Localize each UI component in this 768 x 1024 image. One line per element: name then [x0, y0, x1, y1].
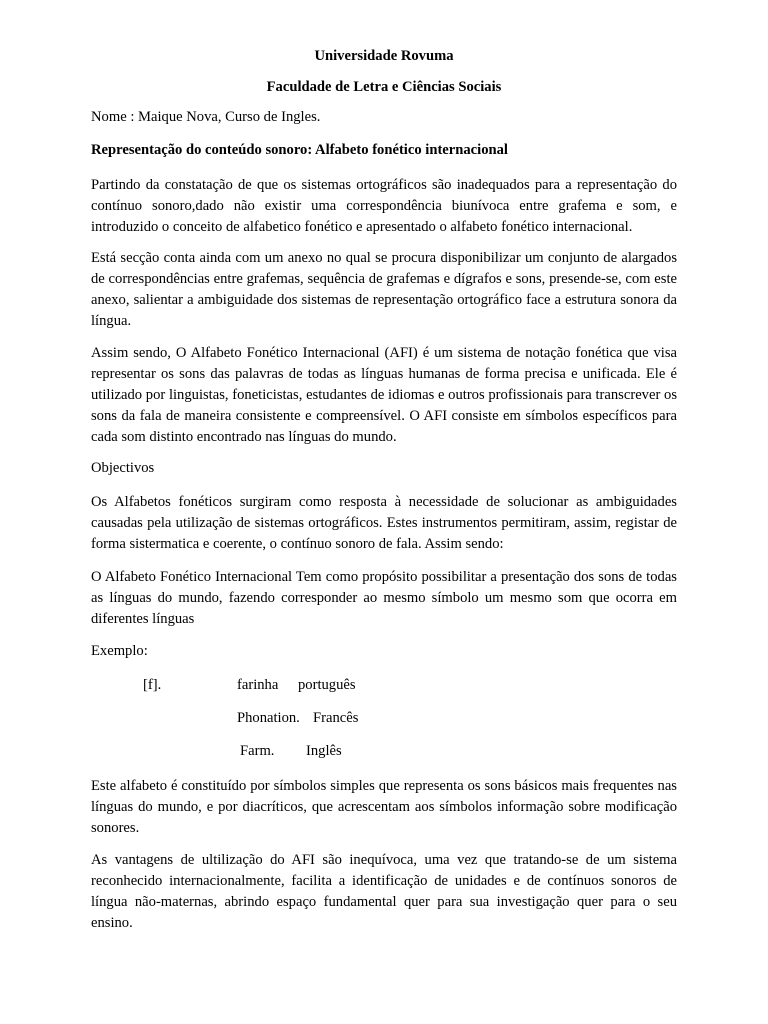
example-language: Francês	[313, 710, 359, 726]
example-language: Inglês	[306, 743, 342, 759]
faculty-title: Faculdade de Letra e Ciências Sociais	[266, 79, 502, 95]
paragraph: O Alfabeto Fonético Internacional Tem como propósito possibilitar a presentação dos sons de todas as línguas do mundo, fazendo corresponder ao mesmo símbolo um mesmo som que ocorra em diferentes línguas	[91, 569, 677, 627]
example-word: Phonation.	[237, 710, 300, 726]
paragraph: Está secção conta ainda com um anexo no qual se procura disponibilizar um conjunto de alargados de correspondências entre grafemas, sequência de grafemas e dígrafos e sons, presende-se, com este anexo, salientar a ambiguidade dos sistemas de representação ortográfico face a estrutura sonora da língua.	[91, 250, 677, 329]
example-language: português	[298, 677, 356, 693]
example-word: Farm.	[240, 743, 275, 759]
paragraph: Os Alfabetos fonéticos surgiram como resposta à necessidade de solucionar as ambiguidades causadas pela utilização de sistemas ortográficos. Estes instrumentos permitiram, assim, registar de forma sistermatica e coerente, o contínuo sonoro de fala. Assim sendo:	[91, 494, 677, 552]
example-word: farinha	[237, 677, 279, 693]
objectivos-heading: Objectivos	[91, 460, 155, 476]
paragraph: As vantagens de ultilização do AFI são inequívoca, uma vez que tratando-se de um sistema reconhecido internacionalmente, facilita a identificação de unidades e de contínuos sonoros de língua não-maternas, abrindo espaço fundamental quer para sua investigação quer para o seu ensino.	[91, 852, 677, 931]
name-line: Nome : Maique Nova, Curso de Ingles.	[91, 109, 321, 125]
university-title: Universidade Rovuma	[314, 48, 454, 64]
paragraph: Assim sendo, O Alfabeto Fonético Internacional (AFI) é um sistema de notação fonética que visa representar os sons das palavras de todas as línguas humanas de forma precisa e unificada. Ele é utilizado por linguistas, foneticistas, estudantes de idiomas e outros profissionais para transcrever os sons da fala de maneira consistente e compreensível. O AFI consiste em símbolos específicos para cada som distinto encontrado nas línguas do mundo.	[91, 345, 677, 445]
paragraph: Este alfabeto é constituído por símbolos simples que representa os sons básicos mais frequentes nas línguas do mundo, e por diacríticos, que acrescentam aos símbolos informação sobre modificação sonores.	[91, 778, 677, 836]
example-symbol: [f].	[143, 677, 162, 693]
section-title: Representação do conteúdo sonoro: Alfabeto fonético internacional	[91, 142, 508, 158]
exemplo-label: Exemplo:	[91, 643, 148, 659]
paragraph: Partindo da constatação de que os sistemas ortográficos são inadequados para a representação do contínuo sonoro,dado não existir uma correspondência biunívoca entre grafema e som, e introduzido o conceito de alfabetico fonético e apresentado o alfabeto fonético internacional.	[91, 177, 677, 235]
